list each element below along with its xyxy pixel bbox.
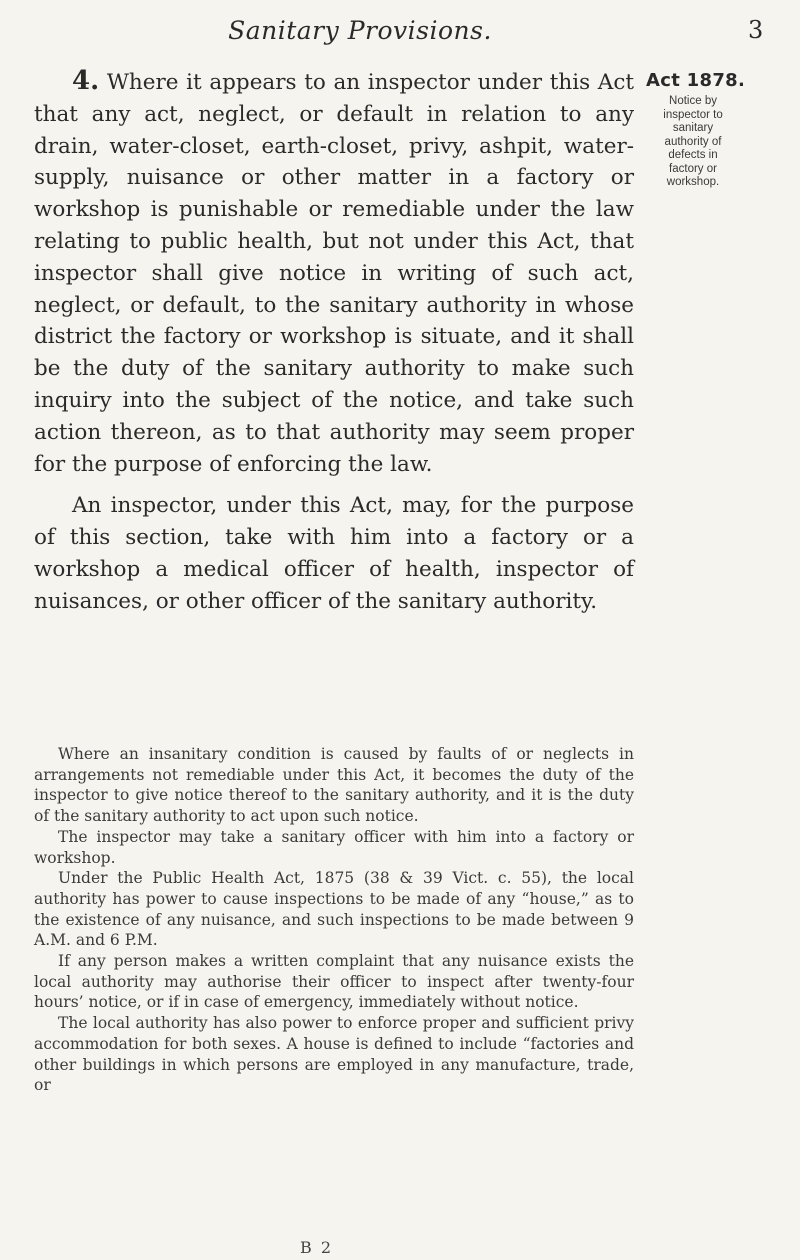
page-number: 3 bbox=[748, 16, 764, 44]
signature-mark: B 2 bbox=[300, 1238, 334, 1257]
side-note: Notice by inspector to sanitary authority of defects in factory or workshop. bbox=[663, 95, 723, 188]
note-paragraph: Under the Public Health Act, 1875 (38 & 39 Vict. c. 55), the local authority has power to cause inspections to be made of any “house,” as to the existence of any nuisance, and such inspections to be made between 9 A.M. and 6 P.M. bbox=[34, 869, 634, 950]
section-number: 4. bbox=[72, 66, 100, 96]
running-head bbox=[0, 16, 800, 56]
section-paragraph-1 bbox=[34, 66, 634, 480]
note-paragraph: Where an insanitary condition is caused by faults of or neglects in arrangements not remediable under this Act, it becomes the duty of the inspector to give notice thereof to the sanitary authority, and it is the duty of the sanitary authority to act upon such notice. bbox=[34, 745, 634, 826]
note-paragraph: If any person makes a written complaint that any nuisance exists the local authority may authorise their officer to inspect after twenty-four hours’ notice, or if in case of emergency, immediately without notice. bbox=[34, 952, 634, 1012]
act-year: Act 1878. bbox=[646, 70, 746, 91]
explanatory-notes bbox=[34, 744, 634, 1096]
running-title: Sanitary Provisions. bbox=[228, 16, 492, 45]
section-paragraph-2: An inspector, under this Act, may, for the purpose of this section, take with him into a factory or a workshop a medical officer of health, inspector of nuisances, or other officer of the sanitary authority. bbox=[34, 493, 634, 614]
section-body bbox=[34, 66, 634, 618]
paragraph-1-text: Where it appears to an inspector under this Act that any act, neglect, or default in relation to any drain, water-closet, earth-closet, privy, ashpit, water-supply, nuisance or other matter in a factory or workshop is punishable or remediable under the law relating to public health, but not under this Act, that inspector shall give notice in writing of such act, neglect, or default, to the sanitary authority in whose district the factory or workshop is situate, and it shall be the duty of the sanitary authority to make such inquiry into the subject of the notice, and take such action thereon, as to that authority may seem proper for the purpose of enforcing the law. bbox=[34, 70, 634, 477]
note-paragraph: The local authority has also power to enforce proper and sufficient privy accommodation for both sexes. A house is defined to include “factories and other buildings in which persons are employed in any manufacture, trade, or bbox=[34, 1014, 634, 1095]
note-paragraph: The inspector may take a sanitary officer with him into a factory or workshop. bbox=[34, 827, 634, 867]
margin-notes bbox=[646, 70, 796, 190]
